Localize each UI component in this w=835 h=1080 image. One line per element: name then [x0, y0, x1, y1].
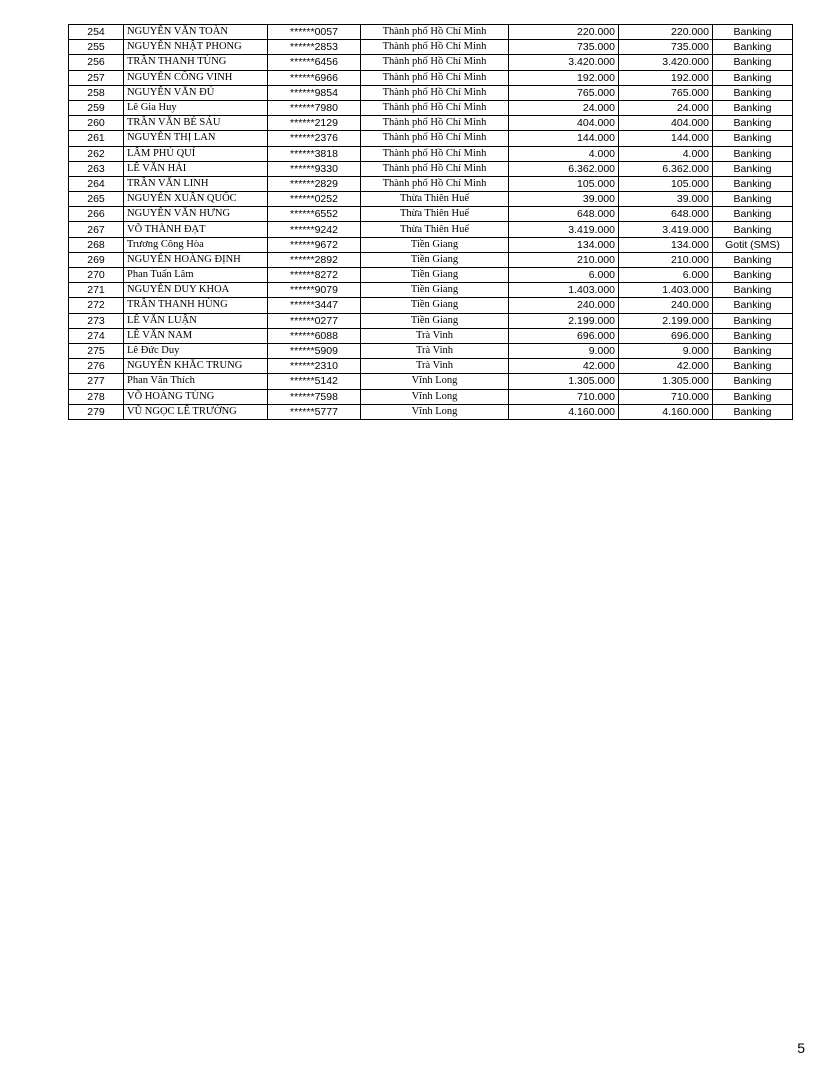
cell-masked-phone: ******6966: [268, 70, 361, 85]
cell-payment-method: Banking: [713, 161, 793, 176]
cell-paid-amount: 240.000: [619, 298, 713, 313]
cell-amount: 42.000: [509, 359, 619, 374]
cell-paid-amount: 6.362.000: [619, 161, 713, 176]
cell-province: Thành phố Hồ Chí Minh: [361, 116, 509, 131]
cell-payment-method: Gotit (SMS): [713, 237, 793, 252]
cell-customer-name: Phan Tuấn Lâm: [124, 268, 268, 283]
cell-province: Thành phố Hồ Chí Minh: [361, 70, 509, 85]
cell-paid-amount: 6.000: [619, 268, 713, 283]
cell-customer-name: Phan Văn Thích: [124, 374, 268, 389]
table-row: [69, 222, 793, 237]
cell-row-number: 270: [69, 268, 124, 283]
cell-amount: 9.000: [509, 343, 619, 358]
cell-customer-name: NGUYỄN VĂN ĐỦ: [124, 85, 268, 100]
cell-customer-name: NGUYỄN NHẬT PHONG: [124, 40, 268, 55]
cell-payment-method: Banking: [713, 268, 793, 283]
cell-paid-amount: 1.305.000: [619, 374, 713, 389]
cell-customer-name: NGUYỄN DUY KHOA: [124, 283, 268, 298]
cell-province: Thành phố Hồ Chí Minh: [361, 176, 509, 191]
cell-row-number: 269: [69, 252, 124, 267]
cell-paid-amount: 24.000: [619, 100, 713, 115]
cell-payment-method: Banking: [713, 207, 793, 222]
table-row: [69, 252, 793, 267]
cell-masked-phone: ******3447: [268, 298, 361, 313]
table-row: [69, 328, 793, 343]
cell-paid-amount: 3.420.000: [619, 55, 713, 70]
cell-masked-phone: ******2376: [268, 131, 361, 146]
cell-province: Thành phố Hồ Chí Minh: [361, 40, 509, 55]
cell-row-number: 265: [69, 192, 124, 207]
cell-amount: 134.000: [509, 237, 619, 252]
cell-customer-name: LÊ VĂN HẢI: [124, 161, 268, 176]
table-row: [69, 100, 793, 115]
cell-paid-amount: 710.000: [619, 389, 713, 404]
cell-province: Trà Vinh: [361, 343, 509, 358]
cell-amount: 404.000: [509, 116, 619, 131]
cell-payment-method: Banking: [713, 176, 793, 191]
cell-row-number: 268: [69, 237, 124, 252]
cell-paid-amount: 105.000: [619, 176, 713, 191]
table-row: [69, 40, 793, 55]
cell-masked-phone: ******6088: [268, 328, 361, 343]
cell-row-number: 272: [69, 298, 124, 313]
cell-paid-amount: 765.000: [619, 85, 713, 100]
cell-customer-name: Trương Công Hòa: [124, 237, 268, 252]
cell-row-number: 264: [69, 176, 124, 191]
cell-province: Tiền Giang: [361, 252, 509, 267]
winners-table: [68, 24, 793, 420]
table-row: [69, 404, 793, 419]
cell-province: Thừa Thiên Huế: [361, 222, 509, 237]
cell-province: Tiền Giang: [361, 283, 509, 298]
cell-amount: 240.000: [509, 298, 619, 313]
cell-payment-method: Banking: [713, 55, 793, 70]
cell-row-number: 255: [69, 40, 124, 55]
table-row: [69, 116, 793, 131]
cell-paid-amount: 2.199.000: [619, 313, 713, 328]
cell-province: Thành phố Hồ Chí Minh: [361, 131, 509, 146]
cell-paid-amount: 1.403.000: [619, 283, 713, 298]
cell-payment-method: Banking: [713, 146, 793, 161]
cell-payment-method: Banking: [713, 374, 793, 389]
cell-row-number: 258: [69, 85, 124, 100]
cell-payment-method: Banking: [713, 70, 793, 85]
table-row: [69, 343, 793, 358]
cell-paid-amount: 648.000: [619, 207, 713, 222]
cell-masked-phone: ******7980: [268, 100, 361, 115]
cell-masked-phone: ******5777: [268, 404, 361, 419]
cell-row-number: 256: [69, 55, 124, 70]
cell-paid-amount: 4.000: [619, 146, 713, 161]
cell-masked-phone: ******2310: [268, 359, 361, 374]
table-row: [69, 207, 793, 222]
cell-province: Trà Vinh: [361, 328, 509, 343]
cell-amount: 3.420.000: [509, 55, 619, 70]
cell-province: Vĩnh Long: [361, 404, 509, 419]
table-row: [69, 298, 793, 313]
cell-amount: 735.000: [509, 40, 619, 55]
cell-customer-name: NGUYỄN XUÂN QUỐC: [124, 192, 268, 207]
cell-province: Trà Vinh: [361, 359, 509, 374]
cell-customer-name: VÕ THÀNH ĐẠT: [124, 222, 268, 237]
cell-customer-name: NGUYỄN VĂN HƯNG: [124, 207, 268, 222]
cell-paid-amount: 404.000: [619, 116, 713, 131]
cell-row-number: 273: [69, 313, 124, 328]
cell-row-number: 254: [69, 25, 124, 40]
cell-payment-method: Banking: [713, 116, 793, 131]
cell-customer-name: Lê Đức Duy: [124, 343, 268, 358]
cell-masked-phone: ******2892: [268, 252, 361, 267]
cell-row-number: 274: [69, 328, 124, 343]
cell-amount: 105.000: [509, 176, 619, 191]
table-row: [69, 389, 793, 404]
cell-payment-method: Banking: [713, 404, 793, 419]
cell-amount: 39.000: [509, 192, 619, 207]
cell-province: Vĩnh Long: [361, 389, 509, 404]
cell-paid-amount: 39.000: [619, 192, 713, 207]
cell-amount: 710.000: [509, 389, 619, 404]
cell-amount: 210.000: [509, 252, 619, 267]
cell-province: Tiền Giang: [361, 298, 509, 313]
cell-masked-phone: ******6552: [268, 207, 361, 222]
cell-row-number: 259: [69, 100, 124, 115]
cell-payment-method: Banking: [713, 389, 793, 404]
cell-payment-method: Banking: [713, 25, 793, 40]
cell-customer-name: VÕ HOÀNG TÙNG: [124, 389, 268, 404]
table-row: [69, 237, 793, 252]
cell-province: Thành phố Hồ Chí Minh: [361, 85, 509, 100]
cell-amount: 765.000: [509, 85, 619, 100]
cell-paid-amount: 42.000: [619, 359, 713, 374]
cell-paid-amount: 144.000: [619, 131, 713, 146]
table-row: [69, 176, 793, 191]
table-row: [69, 85, 793, 100]
cell-masked-phone: ******0252: [268, 192, 361, 207]
cell-paid-amount: 9.000: [619, 343, 713, 358]
cell-row-number: 260: [69, 116, 124, 131]
cell-row-number: 263: [69, 161, 124, 176]
cell-customer-name: LÊ VĂN NAM: [124, 328, 268, 343]
cell-customer-name: TRẦN THANH TÙNG: [124, 55, 268, 70]
cell-payment-method: Banking: [713, 192, 793, 207]
cell-province: Vĩnh Long: [361, 374, 509, 389]
cell-paid-amount: 220.000: [619, 25, 713, 40]
cell-payment-method: Banking: [713, 359, 793, 374]
cell-province: Thừa Thiên Huế: [361, 207, 509, 222]
cell-row-number: 257: [69, 70, 124, 85]
cell-customer-name: VŨ NGỌC LÊ TRƯỜNG: [124, 404, 268, 419]
cell-customer-name: NGUYỄN HOÀNG ĐỊNH: [124, 252, 268, 267]
cell-amount: 192.000: [509, 70, 619, 85]
cell-customer-name: NGUYỄN KHẮC TRUNG: [124, 359, 268, 374]
cell-province: Thành phố Hồ Chí Minh: [361, 146, 509, 161]
cell-amount: 6.000: [509, 268, 619, 283]
table-row: [69, 374, 793, 389]
cell-amount: 24.000: [509, 100, 619, 115]
cell-province: Tiền Giang: [361, 313, 509, 328]
cell-payment-method: Banking: [713, 252, 793, 267]
cell-masked-phone: ******5909: [268, 343, 361, 358]
table-row: [69, 55, 793, 70]
cell-province: Tiền Giang: [361, 237, 509, 252]
cell-masked-phone: ******2853: [268, 40, 361, 55]
cell-payment-method: Banking: [713, 222, 793, 237]
cell-amount: 696.000: [509, 328, 619, 343]
cell-masked-phone: ******8272: [268, 268, 361, 283]
cell-masked-phone: ******5142: [268, 374, 361, 389]
cell-amount: 6.362.000: [509, 161, 619, 176]
table-body: [69, 25, 793, 420]
table-row: [69, 268, 793, 283]
cell-paid-amount: 210.000: [619, 252, 713, 267]
cell-masked-phone: ******2829: [268, 176, 361, 191]
cell-payment-method: Banking: [713, 313, 793, 328]
table-row: [69, 131, 793, 146]
cell-row-number: 267: [69, 222, 124, 237]
cell-customer-name: NGUYỄN CÔNG VINH: [124, 70, 268, 85]
cell-payment-method: Banking: [713, 85, 793, 100]
cell-amount: 4.000: [509, 146, 619, 161]
cell-paid-amount: 192.000: [619, 70, 713, 85]
cell-customer-name: TRẦN VĂN BÉ SÁU: [124, 116, 268, 131]
cell-paid-amount: 735.000: [619, 40, 713, 55]
cell-row-number: 271: [69, 283, 124, 298]
table-row: [69, 70, 793, 85]
table-row: [69, 25, 793, 40]
cell-customer-name: LÊ VĂN LUẬN: [124, 313, 268, 328]
cell-province: Thành phố Hồ Chí Minh: [361, 161, 509, 176]
table-row: [69, 283, 793, 298]
cell-amount: 648.000: [509, 207, 619, 222]
table-row: [69, 146, 793, 161]
cell-customer-name: TRẦN VĂN LINH: [124, 176, 268, 191]
cell-payment-method: Banking: [713, 131, 793, 146]
cell-province: Thành phố Hồ Chí Minh: [361, 100, 509, 115]
table-row: [69, 161, 793, 176]
cell-row-number: 278: [69, 389, 124, 404]
cell-amount: 3.419.000: [509, 222, 619, 237]
cell-province: Tiền Giang: [361, 268, 509, 283]
table-row: [69, 359, 793, 374]
cell-payment-method: Banking: [713, 40, 793, 55]
table-row: [69, 313, 793, 328]
cell-amount: 4.160.000: [509, 404, 619, 419]
cell-masked-phone: ******7598: [268, 389, 361, 404]
cell-masked-phone: ******6456: [268, 55, 361, 70]
cell-masked-phone: ******9242: [268, 222, 361, 237]
cell-customer-name: Lê Gia Huy: [124, 100, 268, 115]
cell-row-number: 262: [69, 146, 124, 161]
cell-masked-phone: ******3818: [268, 146, 361, 161]
cell-paid-amount: 134.000: [619, 237, 713, 252]
cell-paid-amount: 696.000: [619, 328, 713, 343]
cell-amount: 1.305.000: [509, 374, 619, 389]
table-row: [69, 192, 793, 207]
cell-customer-name: NGUYỄN VĂN TOÀN: [124, 25, 268, 40]
cell-masked-phone: ******9079: [268, 283, 361, 298]
cell-masked-phone: ******0057: [268, 25, 361, 40]
cell-paid-amount: 4.160.000: [619, 404, 713, 419]
cell-masked-phone: ******9330: [268, 161, 361, 176]
cell-province: Thành phố Hồ Chí Minh: [361, 25, 509, 40]
cell-row-number: 275: [69, 343, 124, 358]
cell-row-number: 261: [69, 131, 124, 146]
cell-payment-method: Banking: [713, 343, 793, 358]
cell-amount: 220.000: [509, 25, 619, 40]
cell-row-number: 276: [69, 359, 124, 374]
cell-masked-phone: ******9854: [268, 85, 361, 100]
cell-payment-method: Banking: [713, 328, 793, 343]
cell-customer-name: TRẦN THANH HÙNG: [124, 298, 268, 313]
cell-payment-method: Banking: [713, 100, 793, 115]
cell-row-number: 277: [69, 374, 124, 389]
cell-amount: 1.403.000: [509, 283, 619, 298]
cell-masked-phone: ******2129: [268, 116, 361, 131]
cell-amount: 144.000: [509, 131, 619, 146]
cell-customer-name: NGUYỄN THỊ LAN: [124, 131, 268, 146]
cell-customer-name: LÂM PHÚ QUÍ: [124, 146, 268, 161]
cell-payment-method: Banking: [713, 283, 793, 298]
cell-row-number: 279: [69, 404, 124, 419]
cell-masked-phone: ******0277: [268, 313, 361, 328]
cell-masked-phone: ******9672: [268, 237, 361, 252]
cell-paid-amount: 3.419.000: [619, 222, 713, 237]
cell-province: Thành phố Hồ Chí Minh: [361, 55, 509, 70]
cell-row-number: 266: [69, 207, 124, 222]
cell-amount: 2.199.000: [509, 313, 619, 328]
cell-province: Thừa Thiên Huế: [361, 192, 509, 207]
cell-payment-method: Banking: [713, 298, 793, 313]
page-number: 5: [797, 1040, 805, 1056]
